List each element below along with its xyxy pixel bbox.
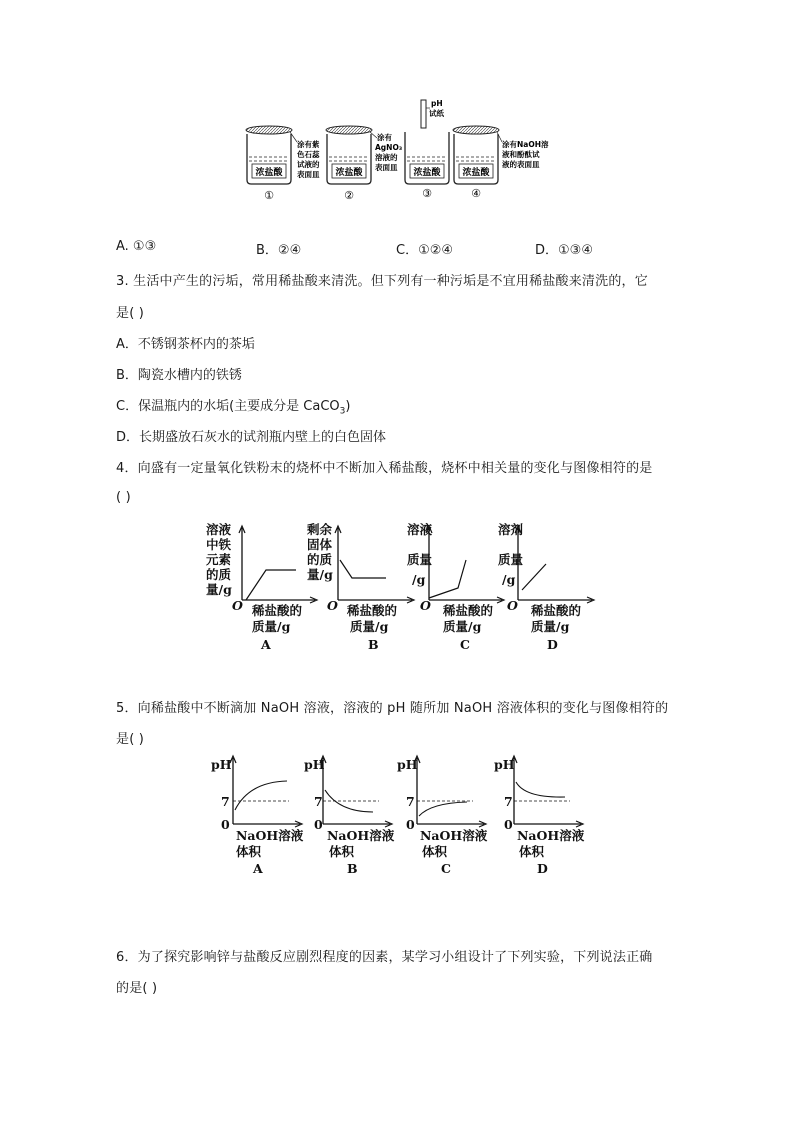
q2-option-d[interactable]: D．①③④ <box>535 243 593 258</box>
q5-d-xlabel-2: 体积 <box>519 844 545 859</box>
beaker-2-liquid: 浓盐酸 <box>335 168 363 178</box>
q5-c-xlabel-1: NaOH溶液 <box>420 828 488 843</box>
q4-a-ylabel-2: 中铁 <box>206 537 232 552</box>
beaker-2-note-4: 表面皿 <box>375 163 398 172</box>
ph-paper-label-2: 试纸 <box>429 109 444 118</box>
q4-c-ylabel-3: /g <box>412 572 426 587</box>
q6-stem-line2: 的是( ) <box>116 981 158 996</box>
q4-stem-line1: 4．向盛有一定量氧化铁粉末的烧杯中不断加入稀盐酸，烧杯中相关量的变化与图像相符的是 <box>116 461 653 476</box>
beaker-4-liquid: 浓盐酸 <box>462 168 490 178</box>
q4-c-xlabel-1: 稀盐酸的 <box>443 603 494 618</box>
beaker-3-liquid: 浓盐酸 <box>413 168 441 178</box>
q5-c-seven: 7 <box>406 794 415 809</box>
q5-c-ylabel: pH <box>397 757 418 772</box>
q4-graphs <box>200 520 600 655</box>
q5-graph-d <box>494 756 585 876</box>
q4-b-ylabel-3: 的质 <box>307 552 333 567</box>
q4-b-origin: O <box>327 598 338 613</box>
beaker-1-note-3: 试液的 <box>297 160 320 169</box>
q4-a-ylabel-5: 量/g <box>206 582 232 597</box>
q5-b-xlabel-1: NaOH溶液 <box>327 828 395 843</box>
q5-d-zero: 0 <box>504 817 513 832</box>
beaker-2-note-1: 涂有 <box>377 133 392 142</box>
q4-d-ylabel-2: 质量 <box>498 552 524 567</box>
q2-option-a[interactable]: A. ①③ <box>116 239 157 254</box>
q3-option-d[interactable]: D．长期盛放石灰水的试剂瓶内壁上的白色固体 <box>116 430 387 445</box>
q4-d-letter: D <box>547 637 558 652</box>
q4-a-curve <box>246 570 296 600</box>
beaker-4-note-3: 液的表面皿 <box>502 160 540 169</box>
q4-a-origin: O <box>232 598 243 613</box>
q4-d-ylabel-3: /g <box>502 572 516 587</box>
beaker-1-liquid: 浓盐酸 <box>255 168 283 178</box>
q4-b-xlabel-1: 稀盐酸的 <box>347 603 398 618</box>
q4-c-origin: O <box>420 598 431 613</box>
q4-a-xlabel-2: 质量/g <box>252 619 291 634</box>
q5-c-zero: 0 <box>406 817 415 832</box>
q4-c-letter: C <box>460 637 470 652</box>
q5-c-letter: C <box>441 861 451 876</box>
beaker-1-note-1: 涂有紫 <box>297 140 320 149</box>
q4-d-origin: O <box>507 598 518 613</box>
q5-a-xlabel-1: NaOH溶液 <box>236 828 304 843</box>
q4-c-xlabel-2: 质量/g <box>443 619 482 634</box>
q5-c-xlabel-2: 体积 <box>422 844 448 859</box>
q3-stem-line1: 3. 生活中产生的污垢，常用稀盐酸来清洗。但下列有一种污垢是不宜用稀盐酸来清洗的，它 <box>116 274 648 289</box>
q4-a-ylabel-4: 的质 <box>206 567 232 582</box>
q5-b-xlabel-2: 体积 <box>329 844 355 859</box>
beaker-1-note-4: 表面皿 <box>297 170 320 179</box>
beaker-2-note-3: 溶液的 <box>375 153 398 162</box>
q3-stem-line2: 是( ) <box>116 306 145 321</box>
q6-stem-line1: 6．为了探究影响锌与盐酸反应剧烈程度的因素，某学习小组设计了下列实验，下列说法正确 <box>116 950 653 965</box>
q4-c-ylabel-2: 质量 <box>407 552 433 567</box>
q5-d-ylabel: pH <box>494 757 515 772</box>
q4-b-curve <box>340 560 386 578</box>
q2-option-c[interactable]: C．①②④ <box>396 243 454 258</box>
q4-d-xlabel-1: 稀盐酸的 <box>531 603 582 618</box>
q5-graph-c <box>397 756 488 876</box>
q4-b-ylabel-2: 固体 <box>307 537 333 552</box>
q4-b-letter: B <box>368 637 379 652</box>
ph-paper-label-1: pH <box>431 99 443 108</box>
q5-b-zero: 0 <box>314 817 323 832</box>
q5-a-ylabel: pH <box>211 757 232 772</box>
beaker-4-note-1: 涂有NaOH溶 <box>502 140 549 149</box>
q4-b-xlabel-2: 质量/g <box>350 619 389 634</box>
q5-b-ylabel: pH <box>304 757 325 772</box>
beaker-experiment-figure <box>240 98 570 202</box>
q4-b-ylabel-1: 剩余 <box>307 522 333 537</box>
q4-a-letter: A <box>261 637 271 652</box>
q3-option-c-close: ) <box>345 399 351 414</box>
q5-graph-a <box>211 756 304 876</box>
q4-a-ylabel-1: 溶液 <box>206 522 232 537</box>
q4-d-xlabel-2: 质量/g <box>531 619 570 634</box>
q3-option-a[interactable]: A．不锈钢茶杯内的茶垢 <box>116 337 255 352</box>
beaker-1-number: ① <box>264 189 274 202</box>
q4-b-ylabel-4: 量/g <box>307 567 333 582</box>
beaker-2-number: ② <box>344 189 354 202</box>
q4-graph-c <box>407 522 504 652</box>
q5-stem-line1: 5．向稀盐酸中不断滴加 NaOH 溶液，溶液的 pH 随所加 NaOH 溶液体积的变化与图像相符的 <box>116 701 669 716</box>
beaker-4-number: ④ <box>471 187 481 200</box>
q5-b-seven: 7 <box>314 794 323 809</box>
q4-c-ylabel-1: 溶液 <box>407 522 433 537</box>
q4-stem-line2: ( ) <box>116 490 131 505</box>
q4-d-ylabel-1: 溶剂 <box>498 522 524 537</box>
q3-option-c-text: C．保温瓶内的水垢(主要成分是 CaCO <box>116 399 340 414</box>
q5-b-letter: B <box>347 861 358 876</box>
beaker-1-note-2: 色石蕊 <box>297 150 320 159</box>
q4-a-xlabel-1: 稀盐酸的 <box>252 603 303 618</box>
beaker-4-note-2: 液和酚酞试 <box>502 150 540 159</box>
q5-a-xlabel-2: 体积 <box>236 844 262 859</box>
q4-d-curve <box>522 564 546 590</box>
q5-a-zero: 0 <box>221 817 230 832</box>
q3-option-c-subscript: 3 <box>339 406 346 417</box>
q4-graph-d <box>498 522 594 652</box>
q5-graphs <box>205 752 590 877</box>
beaker-2-note-2: AgNO₃ <box>375 143 403 152</box>
q2-option-b[interactable]: B．②④ <box>256 243 302 258</box>
q5-d-xlabel-1: NaOH溶液 <box>517 828 585 843</box>
q4-a-ylabel-3: 元素 <box>206 552 232 567</box>
q5-d-seven: 7 <box>504 794 513 809</box>
q3-option-b[interactable]: B．陶瓷水槽内的铁锈 <box>116 368 242 383</box>
q5-stem-line2: 是( ) <box>116 732 145 747</box>
q5-d-curve <box>516 782 565 797</box>
q5-a-seven: 7 <box>221 794 230 809</box>
q4-c-curve <box>429 560 466 598</box>
q3-option-c[interactable] <box>116 395 350 417</box>
q5-a-letter: A <box>253 861 263 876</box>
q5-a-curve <box>235 781 287 810</box>
q4-graph-a <box>206 522 317 652</box>
beaker-3-number: ③ <box>422 187 432 200</box>
q5-c-curve <box>419 802 467 816</box>
q4-graph-b <box>307 522 414 652</box>
q5-graph-b <box>304 756 395 876</box>
q5-d-letter: D <box>537 861 548 876</box>
